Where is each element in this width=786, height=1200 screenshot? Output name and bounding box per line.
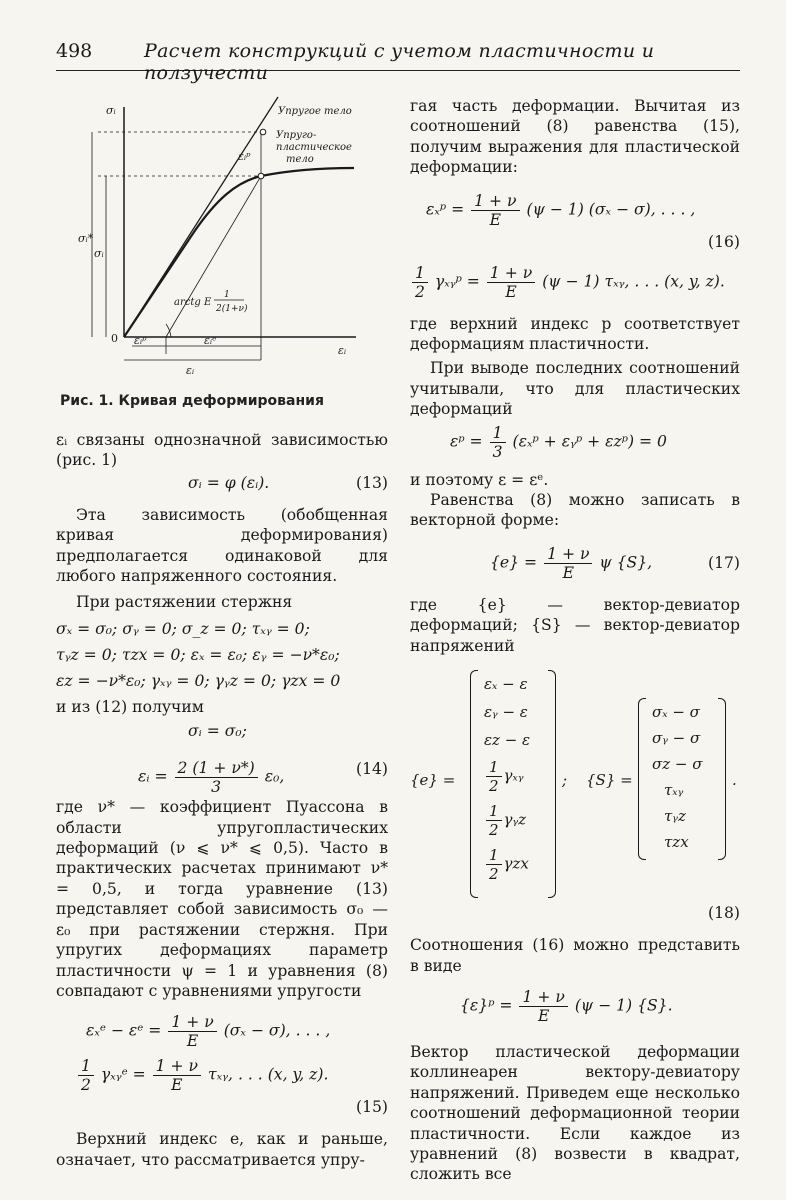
right-column [410, 96, 740, 1185]
paragraph: εᵢ связаны однозначной зависимостью (рис. 1) [56, 431, 388, 470]
svg-text:1: 1 [224, 290, 230, 300]
svg-text:εᵢᵖ: εᵢᵖ [238, 150, 251, 163]
paragraph: и поэтому ε = εᵉ. [410, 470, 549, 489]
svg-text:εᵢ: εᵢ [338, 344, 347, 357]
paragraph: Соотношения (16) можно представить в виде [410, 936, 740, 975]
svg-text:0: 0 [111, 332, 118, 345]
equation-15b: $\frac{1}{2}$ γₓᵧᵉ = $\frac{1 + \nu}{E}$ τₓᵧ, . . . (x, y, z). [56, 1051, 388, 1097]
svg-text:εᵢᵉ: εᵢᵉ [204, 334, 217, 347]
equation-19: {ε}ᵖ = $\frac{1 + \nu}{E}$ (ψ − 1) {S}. [460, 987, 673, 1025]
paragraph: При растяжении стержня [76, 593, 293, 612]
equation-16a: εₓᵖ = $\frac{1 + \nu}{E}$ (ψ − 1) (σₓ − σ), . . . , [426, 191, 696, 229]
equation-13: σᵢ = φ (εᵢ). (13) [188, 473, 388, 492]
paragraph: При выводе последних соотношений учитывали, что для пластических деформаций [410, 359, 740, 419]
paragraph: где {e} — вектор-девиатор деформаций; {S} — вектор-девиатор напряжений [410, 595, 740, 655]
running-title: Расчет конструкций с учетом пластичности и ползучести [144, 40, 655, 84]
condition-line: σₓ = σ₀; σᵧ = 0; σ_z = 0; τₓᵧ = 0; [56, 619, 310, 638]
equation-16-number: (16) [707, 232, 740, 251]
figure-caption: Рис. 1. Кривая деформирования [60, 393, 324, 409]
running-header [56, 38, 740, 84]
paragraph: где верхний индекс p соответствует деформациям пластичности. [410, 314, 740, 354]
equation-16b: $\frac{1}{2}$ γₓᵧᵖ = $\frac{1 + \nu}{E}$ (ψ − 1) τₓᵧ, . . . (x, y, z). [410, 258, 740, 304]
svg-text:σᵢ: σᵢ [94, 247, 104, 260]
svg-text:σᵢ*: σᵢ* [78, 232, 94, 245]
label-elastic: Упругое тело [278, 106, 352, 117]
svg-text:arctg E: arctg E [174, 297, 212, 308]
svg-text:пластическое: пластическое [276, 142, 352, 153]
page-number: 498 [56, 40, 93, 62]
left-column [56, 430, 388, 1170]
svg-text:Упруго-: Упруго- [276, 130, 317, 141]
paragraph: Вектор пластической деформации коллинеарен вектору-девиатору напряжений. Приведем еще несколько соотношений деформационной теории пластичности. Если каждое из уравнений (8) возвести в квадрат, сложить все [410, 1042, 740, 1184]
paragraph: гая часть деформации. Вычитая из соотношений (8) равенства (15), получим выражения для пластической деформации: [410, 97, 740, 177]
vector-e: εₓ − ε εᵧ − ε εz − ε $\frac{1}{2}$ γₓᵧ $\frac{1}{2}$ γᵧz $\frac{1}{2}$ γzx [484, 675, 531, 884]
condition-line: τᵧz = 0; τzx = 0; εₓ = ε₀; εᵧ = −ν*ε₀; [56, 645, 340, 664]
equation-14: εᵢ = $\frac{2 (1 + \nu*)}{3}$ ε₀, (14) [138, 759, 388, 797]
svg-text:εᵢᵖ: εᵢᵖ [134, 334, 147, 347]
vector-matrices: {e} = εₓ − ε εᵧ − ε εz − ε $\frac{1}{2}$ γₓᵧ $\frac{1}{2}$ γᵧz $\frac{1}{2}$ γzx ; {S} = σₓ − σ σᵧ − σ σz − σ τₓᵧ τᵧz τzx . [410, 668, 740, 903]
deformation-curve-figure [56, 92, 386, 387]
equation-15-number: (15) [355, 1098, 388, 1117]
paragraph: где ν* — коэффициент Пуассона в области упругопластических деформаций (ν ⩽ ν* ⩽ 0,5). Часто в практических расчетах принимают ν* = 0,5, и тогда уравнение (13) представляет собой зависимость σ₀ — ε₀ при растяжении стержня. При упругих деформациях параметр пластичности ψ = 1 и уравнения (8) совпадают с уравнениями упругости [56, 798, 388, 1000]
condition-line: εz = −ν*ε₀; γₓᵧ = 0; γᵧz = 0; γzx = 0 [56, 671, 341, 690]
equation-15a: εₓᵉ − εᵉ = $\frac{1 + \nu}{E}$ (σₓ − σ), . . . , [86, 1013, 331, 1051]
vector-s: σₓ − σ σᵧ − σ σz − σ τₓᵧ τᵧz τzx [652, 703, 703, 852]
svg-text:тело: тело [286, 154, 314, 165]
equation-sum: εᵖ = $\frac{1}{3}$ (εₓᵖ + εᵧᵖ + εzᵖ) = 0 [450, 423, 667, 461]
paragraph: Равенства (8) можно записать в векторной форме: [410, 491, 740, 530]
paragraph: и из (12) получим [56, 697, 204, 716]
svg-text:εᵢ: εᵢ [186, 364, 195, 377]
paragraph: Верхний индекс e, как и раньше, означает, что рассматривается упру- [56, 1130, 388, 1169]
equation-17: {e} = $\frac{1 + \nu}{E}$ ψ {S}, (17) [490, 544, 740, 582]
equation-14a: σᵢ = σ₀; [188, 722, 247, 741]
label-sigma: σᵢ [106, 104, 116, 117]
equation-18-number: (18) [707, 904, 740, 923]
svg-text:2(1+ν): 2(1+ν) [216, 304, 248, 314]
paragraph: Эта зависимость (обобщенная кривая деформирования) предполагается одинаковой для любого напряженного состояния. [56, 505, 388, 586]
